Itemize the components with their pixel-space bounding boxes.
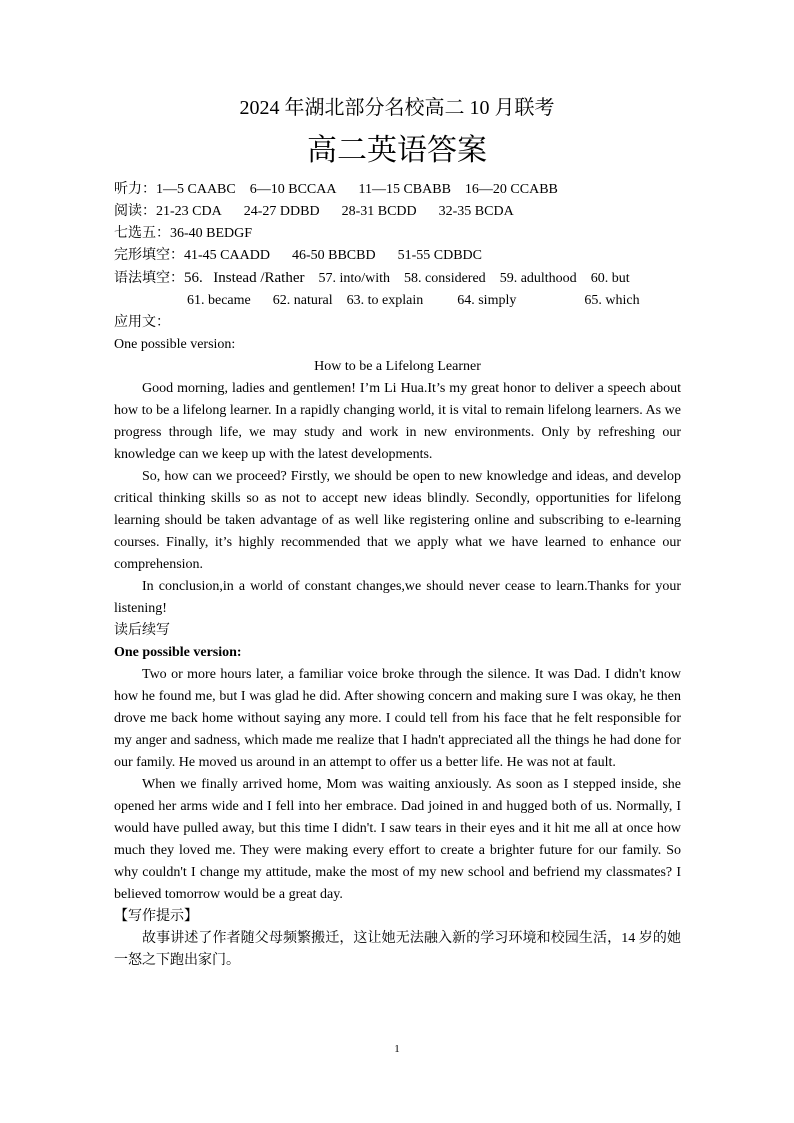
exam-title: 2024 年湖北部分名校高二 10 月联考 bbox=[239, 97, 555, 119]
grammar-item: 57. into/with bbox=[318, 271, 391, 286]
answer-group: 21-23 CDA bbox=[156, 204, 222, 219]
answer-group: 41-45 CAADD bbox=[184, 248, 270, 263]
grammar-item: 65. which bbox=[584, 293, 640, 308]
grammar-item: 62. natural bbox=[272, 293, 333, 308]
answer-group: 51-55 CDBDC bbox=[397, 248, 482, 263]
story-paragraph: When we finally arrived home, Mom was waiting anxiously. As soon as I stepped inside, she opened her arms wide and I fell into her embrace. Dad joined in and hugged both of us. Normally, I would have pulled away, but this time I didn't. I saw tears in their eyes and it hit me all at once how much they loved me. They were making every effort to create a brighter future for our family. So why couldn't I change my attitude, make the most of my new school and befriend my classmates? I believed tomorrow would be a great day. bbox=[114, 777, 681, 902]
answer-group: 1—5 CAABC bbox=[156, 182, 236, 197]
answer-group: 6—10 BCCAA bbox=[249, 182, 337, 197]
page-number: 1 bbox=[394, 1043, 400, 1055]
essay-paragraph: In conclusion,in a world of constant changes,we should never cease to learn.Thanks for your listening! bbox=[114, 579, 681, 616]
cloze-answers bbox=[114, 245, 681, 267]
essay-paragraph: So, how can we proceed? Firstly, we should be open to new knowledge and ideas, and develop critical thinking skills so as not to accept new ideas blindly. Secondly, opportunities for lifelong learning should be taken advantage of as well like registering online and subscribing to e-learning courses. Finally, it’s highly recommended that we apply what we have learned to enhance our comprehension. bbox=[114, 469, 681, 572]
grammar-label: 语法填空： bbox=[114, 271, 184, 286]
answer-group: 24-27 DDBD bbox=[243, 204, 320, 219]
grammar-item: 61. became bbox=[187, 293, 251, 308]
answer-group: 46-50 BBCBD bbox=[291, 248, 376, 263]
grammar-item: 63. to explain bbox=[346, 293, 424, 308]
grammar-item: 60. but bbox=[590, 271, 630, 286]
reading-label: 阅读： bbox=[114, 204, 156, 219]
seven-choose-five-label: 七选五： bbox=[114, 226, 170, 241]
essay-title: How to be a Lifelong Learner bbox=[314, 359, 481, 374]
practical-writing-label: 应用文： bbox=[114, 315, 170, 330]
writing-tips-label: 【写作提示】 bbox=[114, 909, 198, 924]
grammar-item: Instead /Rather bbox=[213, 270, 305, 286]
answer-group: 36-40 BEDGF bbox=[170, 226, 253, 241]
document-body bbox=[114, 179, 681, 972]
answer-group: 11—15 CBABB bbox=[358, 182, 451, 197]
seven-choose-five-answers bbox=[114, 223, 681, 245]
cloze-label: 完形填空： bbox=[114, 248, 184, 263]
writing-tips-text: 故事讲述了作者随父母频繁搬迁，这让她无法融入新的学习环境和校园生活，14 岁的她一怒之下跑出家门。 bbox=[114, 931, 681, 968]
answer-group: 28-31 BCDD bbox=[341, 204, 417, 219]
version-label: One possible version: bbox=[114, 337, 236, 352]
page-title: 高二英语答案 bbox=[307, 134, 487, 167]
grammar-answers-row2 bbox=[114, 290, 681, 312]
grammar-item: 59. adulthood bbox=[499, 271, 577, 286]
story-paragraph: Two or more hours later, a familiar voice broke through the silence. It was Dad. I didn't know how he found me, but I was glad he did. After showing concern and making sure I was okay, he then drove me back home without saying any more. I could tell from his face that he felt responsible for my anger and sadness, which made me realize that I hadn't appreciated all the things he had done for our family. He moved us around in an attempt to offer us a better life. He was not at fault. bbox=[114, 667, 681, 770]
listening-label: 听力： bbox=[114, 182, 156, 197]
grammar-item: 58. considered bbox=[404, 271, 486, 286]
continuation-writing-label: 读后续写 bbox=[114, 623, 170, 638]
answer-group: 32-35 BCDA bbox=[438, 204, 514, 219]
listening-answers bbox=[114, 179, 681, 201]
version-label: One possible version: bbox=[114, 645, 242, 660]
reading-answers bbox=[114, 201, 681, 223]
grammar-answers bbox=[114, 267, 681, 290]
essay-paragraph: Good morning, ladies and gentlemen! I’m Li Hua.It’s my great honor to deliver a speech about how to be a lifelong learner. In a rapidly changing world, it is vital to remain lifelong learners. As we progress through life, we may study and work in new environments. Only by refreshing our knowledge can we keep up with the latest developments. bbox=[114, 381, 681, 462]
answer-group: 16—20 CCABB bbox=[464, 182, 558, 197]
grammar-item: 64. simply bbox=[457, 293, 517, 308]
grammar-item: 56. bbox=[184, 270, 203, 286]
